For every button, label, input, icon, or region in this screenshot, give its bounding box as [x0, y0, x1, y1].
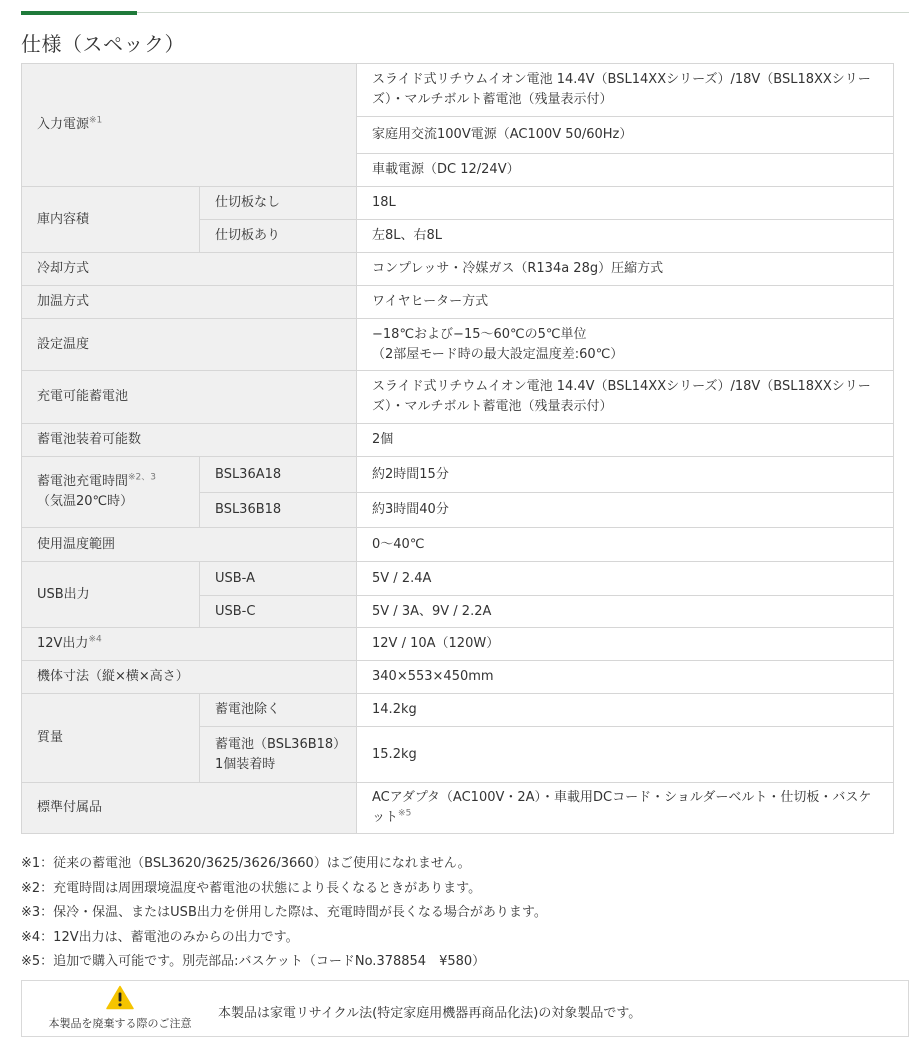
cell-value: 5V / 2.4A [357, 562, 894, 596]
footnote-item: ※5：追加で購入可能です。別売部品:バスケット（コードNo.378854 ¥580） [21, 954, 486, 970]
cell-value: 12V / 10A（120W） [357, 628, 894, 661]
spec-table [21, 63, 894, 834]
section-title: 仕様（スペック） [21, 32, 185, 56]
table-row [22, 371, 894, 424]
cell-value: スライド式リチウムイオン電池 14.4V（BSL14XXシリーズ）/18V（BSL18XXシリーズ）・マルチボルト蓄電池（残量表示付） [357, 371, 894, 424]
recycle-law-text: 本製品は家電リサイクル法(特定家庭用機器再商品化法)の対象製品です。 [218, 1006, 642, 1021]
footnote-mark: ※2、3 [128, 472, 157, 483]
row-label-use-temp: 使用温度範囲 [22, 528, 357, 562]
cell-value: コンプレッサ・冷媒ガス（R134a 28g）圧縮方式 [357, 253, 894, 286]
table-row [22, 64, 894, 117]
disposal-caution-label: 本製品を廃棄する際のご注意 [48, 1017, 192, 1030]
section-accent-bar [21, 11, 137, 15]
table-row [22, 319, 894, 371]
sub-label: 蓄電池（BSL36B18） 1個装着時 [200, 727, 357, 783]
sub-label: 仕切板あり [200, 220, 357, 253]
footnote-item: ※4：12V出力は、蓄電池のみからの出力です。 [21, 929, 299, 945]
footnote-item: ※2：充電時間は周囲環境温度や蓄電池の状態により長くなるときがあります。 [21, 880, 482, 896]
cell-value: 0〜40℃ [357, 528, 894, 562]
sub-label: BSL36A18 [200, 457, 357, 493]
cell-value: −18℃および−15〜60℃の5℃単位 （2部屋モード時の最大設定温度差:60℃） [357, 319, 894, 371]
cell-value: 車載電源（DC 12/24V） [357, 154, 894, 187]
cell-value: 2個 [357, 424, 894, 457]
sub-label: USB-A [200, 562, 357, 596]
row-label-power: 入力電源$^{※1}$ [22, 64, 357, 187]
row-label-heating: 加温方式 [22, 286, 357, 319]
cell-value: 18L [357, 187, 894, 220]
row-label-weight: 質量 [22, 694, 200, 783]
cell-value: 15.2kg [357, 727, 894, 783]
sub-label: 仕切板なし [200, 187, 357, 220]
table-row [22, 457, 894, 493]
section-divider [21, 12, 909, 13]
recycle-notice [21, 980, 909, 1037]
row-label-temp: 設定温度 [22, 319, 357, 371]
cell-value: 約2時間15分 [357, 457, 894, 493]
table-row [22, 187, 894, 220]
sub-label: USB-C [200, 596, 357, 628]
footnote-item: ※1：従来の蓄電池（BSL3620/3625/3626/3660）はご使用になれません。 [21, 856, 471, 871]
row-label-battery-count: 蓄電池装着可能数 [22, 424, 357, 457]
row-label-charge-time: 蓄電池充電時間$^{※2、3}$ （気温20℃時） [22, 457, 200, 528]
table-row [22, 694, 894, 727]
cell-value: ワイヤヒーター方式 [357, 286, 894, 319]
cell-value: ACアダプタ（AC100V・2A）・車載用DCコード・ショルダーベルト・仕切板・バスケット$^{※5}$ [357, 783, 894, 834]
cell-value: スライド式リチウムイオン電池 14.4V（BSL14XXシリーズ）/18V（BSL18XXシリーズ）・マルチボルト蓄電池（残量表示付） [357, 64, 894, 117]
cell-value: 左8L、右8L [357, 220, 894, 253]
table-row [22, 424, 894, 457]
sub-label: 蓄電池除く [200, 694, 357, 727]
table-row [22, 661, 894, 694]
footnotes [21, 852, 547, 975]
row-label-cooling: 冷却方式 [22, 253, 357, 286]
table-row [22, 562, 894, 596]
footnote-mark: ※4 [88, 634, 102, 645]
sub-label: BSL36B18 [200, 493, 357, 528]
cell-value: 14.2kg [357, 694, 894, 727]
footnote-mark: ※5 [398, 808, 412, 819]
cell-value: 5V / 3A、9V / 2.2A [357, 596, 894, 628]
row-label-usb: USB出力 [22, 562, 200, 628]
table-row [22, 628, 894, 661]
row-label-dimensions: 機体寸法（縦×横×高さ） [22, 661, 357, 694]
disposal-caution [22, 981, 218, 1038]
table-row [22, 528, 894, 562]
warning-triangle-icon [106, 985, 134, 1010]
row-label-12v: 12V出力$^{※4}$ [22, 628, 357, 661]
row-label-capacity: 庫内容積 [22, 187, 200, 253]
footnote-item: ※3：保冷・保温、またはUSB出力を併用した際は、充電時間が長くなる場合があります。 [21, 905, 547, 921]
table-row [22, 783, 894, 834]
row-label-battery: 充電可能蓄電池 [22, 371, 357, 424]
footnote-mark: ※1 [89, 115, 103, 126]
cell-value: 家庭用交流100V電源（AC100V 50/60Hz） [357, 117, 894, 154]
cell-value: 340×553×450mm [357, 661, 894, 694]
table-row [22, 253, 894, 286]
table-row [22, 286, 894, 319]
row-label-accessories: 標準付属品 [22, 783, 357, 834]
cell-value: 約3時間40分 [357, 493, 894, 528]
